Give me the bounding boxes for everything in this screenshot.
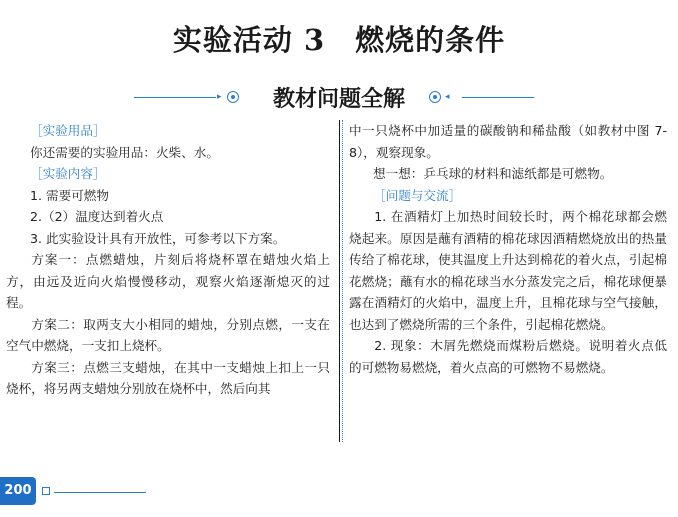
plan-3-paragraph: 方案三：点燃三支蜡烛，在其中一支蜡烛上扣上一只烧杯，将另两支蜡烛分别放在烧杯中，然后向其 <box>6 359 330 396</box>
discussion-answer-1: 1. 在酒精灯上加热时间较长时，两个棉花球都会燃烧起来。原因是蘸有酒精的棉花球因酒精燃烧放出的热量传给了棉花球，使其温度上升达到棉花的着火点，引起棉花燃烧；蘸有水的棉花球当水分蒸发完之后，棉花球便暴露在酒精灯的火焰中，温度上升，且棉花球与空气接触，也达到了燃烧所需的三个条件，引起棉花燃烧。 <box>349 209 667 332</box>
think-note: 想一想：乒乓球的材料和滤纸都是可燃物。 <box>373 166 613 181</box>
plan-3-continuation: 中一只烧杯中加适量的碳酸钠和稀盐酸（如教材中图 7-8），观察现象。 <box>349 123 667 160</box>
section-subheading: 教材问题全解 <box>272 87 405 112</box>
left-column <box>6 120 330 400</box>
column-divider-dotted <box>342 120 343 442</box>
footer-line <box>54 492 146 493</box>
section-heading-discussion: ［问题与交流］ <box>373 187 462 203</box>
plan-2-paragraph: 方案二：取两支大小相同的蜡烛，分别点燃，一支在空气中燃烧，一支扣上烧杯。 <box>6 316 330 353</box>
right-column <box>349 120 667 378</box>
arrow-right-icon: ▸ <box>217 92 222 102</box>
footer-square-icon <box>42 487 50 495</box>
section-heading-content: ［实验内容］ <box>30 166 106 181</box>
page-number-badge: 200 <box>0 477 36 505</box>
supplies-text: 你还需要的实验用品：火柴、水。 <box>30 144 219 160</box>
subheading-banner <box>0 80 678 114</box>
decorative-line-right <box>462 97 534 98</box>
arrow-left-icon: ◂ <box>445 92 450 102</box>
circle-dot-icon-right <box>429 91 441 103</box>
content-item-2: 2.（2）温度达到着火点 <box>30 209 164 224</box>
discussion-answer-2: 2. 现象：木屑先燃烧而煤粉后燃烧。说明着火点低的可燃物易燃烧，着火点高的可燃物不易燃烧。 <box>349 338 667 375</box>
content-item-1: 1. 需要可燃物 <box>30 187 109 203</box>
page-title: 实验活动 3 燃烧的条件 <box>172 23 506 57</box>
plan-1-paragraph: 方案一：点燃蜡烛，片刻后将烧杯罩在蜡烛火焰上方，由远及近向火焰慢慢移动，观察火焰逐渐熄灭的过程。 <box>6 252 330 310</box>
column-divider <box>339 120 340 442</box>
section-heading-supplies: ［实验用品］ <box>30 123 106 138</box>
content-item-3: 3. 此实验设计具有开放性，可参考以下方案。 <box>30 230 286 246</box>
